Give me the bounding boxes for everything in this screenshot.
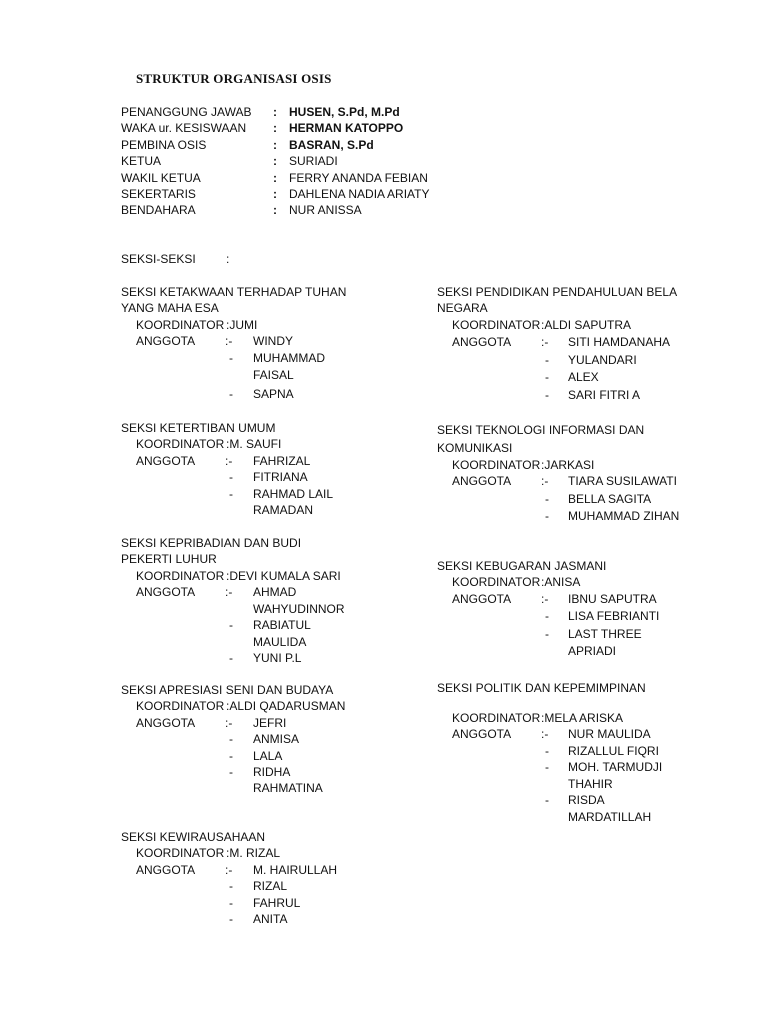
- staff-colon: :: [273, 203, 277, 218]
- member-name: YUNI P.L: [253, 651, 302, 666]
- anggota-sep: :-: [541, 727, 549, 742]
- member-dash: -: [229, 350, 233, 365]
- staff-colon: :: [273, 186, 277, 201]
- member-dash: -: [545, 352, 549, 367]
- koordinator-row: [437, 317, 687, 335]
- koordinator-value: [541, 457, 594, 473]
- koordinator-sep: :: [541, 711, 545, 725]
- member-name: AHMAD WAHYUDINNOR: [253, 585, 345, 616]
- koordinator-sep: :: [226, 568, 230, 583]
- member-item: [437, 369, 687, 387]
- member-item: [437, 743, 687, 759]
- member-name: JEFRI: [253, 715, 287, 730]
- anggota-row: [121, 715, 361, 731]
- member-item: [121, 617, 361, 650]
- member-dash: -: [545, 387, 549, 402]
- koordinator-sep: :: [541, 317, 545, 332]
- member-dash: -: [545, 370, 549, 385]
- member-name: MUHAMMAD FAISAL: [253, 350, 325, 383]
- koordinator-row: [121, 698, 361, 714]
- member-dash: -: [545, 743, 549, 758]
- koordinator-sep: :: [541, 575, 545, 590]
- section-title: SEKSI KEBUGARAN JASMANI: [437, 559, 607, 573]
- anggota-row: [437, 726, 687, 742]
- staff-colon: :: [273, 154, 277, 169]
- koordinator-row: [121, 845, 361, 861]
- member-dash: -: [545, 609, 549, 624]
- koordinator-value: [541, 710, 623, 726]
- member-item: [121, 911, 361, 927]
- anggota-row: [437, 334, 687, 352]
- section-teknologi: [437, 422, 687, 544]
- member-item: [121, 731, 361, 747]
- koordinator-row: [437, 710, 687, 726]
- member-dash: -: [229, 486, 233, 501]
- staff-colon: :: [273, 121, 277, 136]
- koordinator-label: KOORDINATOR: [452, 458, 541, 472]
- section-apresiasi: [121, 682, 361, 797]
- staff-role: SEKERTARIS: [121, 186, 196, 201]
- member-name: MUHAMMAD ZIHAN: [568, 509, 680, 524]
- member-item: [121, 469, 361, 485]
- staff-name: FERRY ANANDA FEBIAN: [289, 170, 428, 185]
- anggota-sep: :-: [225, 453, 233, 468]
- member-item: [437, 792, 687, 825]
- section-title: SEKSI KETERTIBAN UMUM: [121, 421, 276, 435]
- member-item: [437, 491, 687, 509]
- anggota-label: ANGGOTA: [452, 474, 512, 489]
- member-dash: -: [545, 626, 549, 641]
- koordinator-sep: :: [226, 699, 230, 714]
- section-title: SEKSI TEKNOLOGI INFORMASI DAN KOMUNIKASI: [437, 423, 645, 455]
- member-item: [121, 878, 361, 894]
- anggota-row: [121, 862, 361, 878]
- member-name: MOH. TARMUDJI THAHIR: [568, 760, 663, 791]
- koordinator-sep: :: [226, 437, 230, 452]
- member-dash: -: [229, 732, 233, 747]
- koordinator-name: ALDI SAPUTRA: [544, 317, 632, 332]
- section-title: SEKSI KETAKWAAN TERHADAP TUHAN YANG MAHA ESA: [121, 285, 347, 316]
- anggota-row: [437, 591, 687, 609]
- anggota-sep: :-: [541, 591, 549, 606]
- section-bela-negara: [437, 284, 687, 404]
- member-dash: -: [229, 748, 233, 763]
- member-name: RISDA MARDATILLAH: [568, 793, 652, 824]
- anggota-row: [121, 333, 361, 349]
- section-politik: [437, 680, 687, 825]
- member-item: [121, 748, 361, 764]
- koordinator-name: ANISA: [544, 575, 581, 590]
- member-name: WINDY: [253, 334, 293, 349]
- staff-name: HUSEN, S.Pd, M.Pd: [289, 105, 400, 119]
- section-title: SEKSI KEPRIBADIAN DAN BUDI PEKERTI LUHUR: [121, 536, 302, 567]
- koordinator-value: [226, 436, 281, 452]
- staff-role: WAKA ur. KESISWAAN: [121, 121, 247, 136]
- koordinator-label: KOORDINATOR: [136, 437, 225, 452]
- anggota-row: [121, 584, 361, 617]
- staff-role: BENDAHARA: [121, 203, 196, 218]
- koordinator-row: [121, 317, 361, 333]
- member-dash: -: [545, 793, 549, 808]
- koordinator-label: KOORDINATOR: [452, 317, 541, 332]
- koordinator-value: [226, 698, 345, 714]
- member-item: [121, 486, 361, 519]
- anggota-label: ANGGOTA: [452, 591, 512, 606]
- member-dash: -: [545, 760, 549, 775]
- koordinator-value: [226, 845, 280, 861]
- koordinator-label: KOORDINATOR: [136, 699, 225, 714]
- koordinator-value: [226, 568, 341, 584]
- koordinator-label: KOORDINATOR: [136, 568, 225, 583]
- koordinator-name: M. RIZAL: [229, 846, 281, 861]
- section-ketakwaan: [121, 284, 361, 402]
- member-name: SARI FITRI A: [568, 387, 641, 402]
- member-dash: -: [229, 764, 233, 779]
- member-name: ANMISA: [253, 732, 300, 747]
- member-dash: -: [229, 651, 233, 666]
- koordinator-label: KOORDINATOR: [452, 711, 541, 725]
- koordinator-row: [437, 457, 687, 473]
- document-title: STRUKTUR ORGANISASI OSIS: [136, 71, 332, 86]
- staff-role: KETUA: [121, 154, 162, 169]
- koordinator-value: [541, 574, 580, 590]
- staff-role: PENANGGUNG JAWAB: [121, 105, 252, 119]
- koordinator-name: ALDI QADARUSMAN: [229, 699, 346, 714]
- member-dash: -: [545, 491, 549, 506]
- anggota-row: [437, 473, 687, 491]
- anggota-sep: :-: [225, 715, 233, 730]
- section-kepribadian: [121, 535, 361, 667]
- member-name: LISA FEBRIANTI: [568, 609, 660, 624]
- anggota-sep: :-: [225, 334, 233, 349]
- member-name: RAHMAD LAIL RAMADAN: [253, 486, 333, 517]
- koordinator-row: [121, 568, 361, 584]
- section-title: SEKSI KEWIRAUSAHAAN: [121, 830, 266, 844]
- anggota-sep: :-: [541, 474, 549, 489]
- section-title: SEKSI PENDIDIKAN PENDAHULUAN BELA NEGARA: [437, 285, 677, 316]
- koordinator-row: [121, 436, 361, 452]
- koordinator-sep: :: [226, 317, 230, 332]
- member-name: RIZALLUL FIQRI: [568, 743, 659, 758]
- staff-name: DAHLENA NADIA ARIATY: [289, 186, 430, 201]
- member-item: [121, 386, 361, 402]
- member-item: [437, 608, 687, 626]
- koordinator-name: JUMI: [229, 317, 258, 332]
- anggota-sep: :-: [541, 335, 549, 350]
- anggota-label: ANGGOTA: [452, 727, 512, 742]
- member-name: ANITA: [253, 911, 288, 926]
- anggota-label: ANGGOTA: [452, 335, 512, 350]
- staff-name: HERMAN KATOPPO: [289, 121, 404, 136]
- member-name: BELLA SAGITA: [568, 491, 652, 506]
- member-item: [121, 650, 361, 666]
- koordinator-sep: :: [541, 458, 545, 472]
- section-ketertiban: [121, 420, 361, 519]
- member-name: FAHRUL: [253, 895, 301, 910]
- member-name: M. HAIRULLAH: [253, 862, 338, 877]
- section-kewirausahaan: [121, 829, 361, 927]
- member-name: SAPNA: [253, 386, 294, 401]
- koordinator-name: DEVI KUMALA SARI: [229, 568, 341, 583]
- staff-role: WAKIL KETUA: [121, 170, 201, 185]
- member-item: [121, 350, 361, 385]
- staff-name: NUR ANISSA: [289, 203, 362, 218]
- koordinator-sep: :: [226, 846, 230, 861]
- anggota-label: ANGGOTA: [136, 453, 196, 468]
- seksi-heading-label: SEKSI-SEKSI: [121, 252, 196, 266]
- member-item: [437, 626, 687, 662]
- section-title: SEKSI POLITIK DAN KEPEMIMPINAN: [437, 681, 646, 695]
- member-name: LAST THREE APRIADI: [568, 626, 642, 659]
- seksi-heading: [121, 251, 230, 267]
- member-dash: -: [229, 386, 233, 401]
- koordinator-label: KOORDINATOR: [136, 846, 225, 861]
- member-dash: -: [229, 911, 233, 926]
- koordinator-name: JARKASI: [544, 458, 595, 472]
- member-name: SITI HAMDANAHA: [568, 335, 671, 350]
- member-name: IBNU SAPUTRA: [568, 591, 657, 606]
- koordinator-value: [541, 317, 631, 333]
- member-item: [437, 387, 687, 405]
- staff-colon: :: [273, 170, 277, 185]
- anggota-label: ANGGOTA: [136, 862, 196, 877]
- koordinator-row: [437, 574, 687, 590]
- staff-name: SURIADI: [289, 154, 338, 169]
- anggota-label: ANGGOTA: [136, 715, 196, 730]
- anggota-row: [121, 453, 361, 469]
- member-dash: -: [229, 618, 233, 633]
- member-name: TIARA SUSILAWATI: [568, 474, 677, 489]
- member-name: FAHRIZAL: [253, 453, 311, 468]
- member-name: LALA: [253, 748, 283, 763]
- koordinator-name: MELA ARISKA: [544, 711, 624, 725]
- member-item: [437, 508, 687, 544]
- seksi-heading-colon: :: [226, 252, 230, 266]
- member-name: ALEX: [568, 370, 599, 385]
- anggota-sep: :-: [225, 585, 233, 600]
- member-dash: -: [545, 509, 549, 524]
- member-dash: -: [229, 895, 233, 910]
- member-dash: -: [229, 879, 233, 894]
- member-name: RIDHA RAHMATINA: [253, 764, 323, 796]
- staff-name: BASRAN, S.Pd: [289, 137, 374, 152]
- member-name: NUR MAULIDA: [568, 727, 651, 742]
- member-name: RIZAL: [253, 879, 288, 894]
- koordinator-value: [226, 317, 257, 333]
- anggota-sep: :-: [225, 862, 233, 877]
- member-item: [121, 895, 361, 911]
- anggota-label: ANGGOTA: [136, 334, 196, 349]
- koordinator-label: KOORDINATOR: [136, 317, 225, 332]
- staff-role: PEMBINA OSIS: [121, 137, 207, 152]
- anggota-label: ANGGOTA: [136, 585, 196, 600]
- koordinator-name: M. SAUFI: [229, 437, 282, 452]
- staff-colon: :: [273, 105, 277, 119]
- member-name: YULANDARI: [568, 352, 637, 367]
- member-item: [437, 352, 687, 370]
- member-item: [437, 759, 687, 792]
- koordinator-label: KOORDINATOR: [452, 575, 541, 590]
- staff-colon: :: [273, 137, 277, 152]
- section-title: SEKSI APRESIASI SENI DAN BUDAYA: [121, 683, 334, 697]
- member-name: FITRIANA: [253, 470, 308, 485]
- member-dash: -: [229, 470, 233, 485]
- section-kebugaran: [437, 558, 687, 662]
- member-item: [121, 764, 361, 797]
- member-name: RABIATUL MAULIDA: [253, 618, 311, 649]
